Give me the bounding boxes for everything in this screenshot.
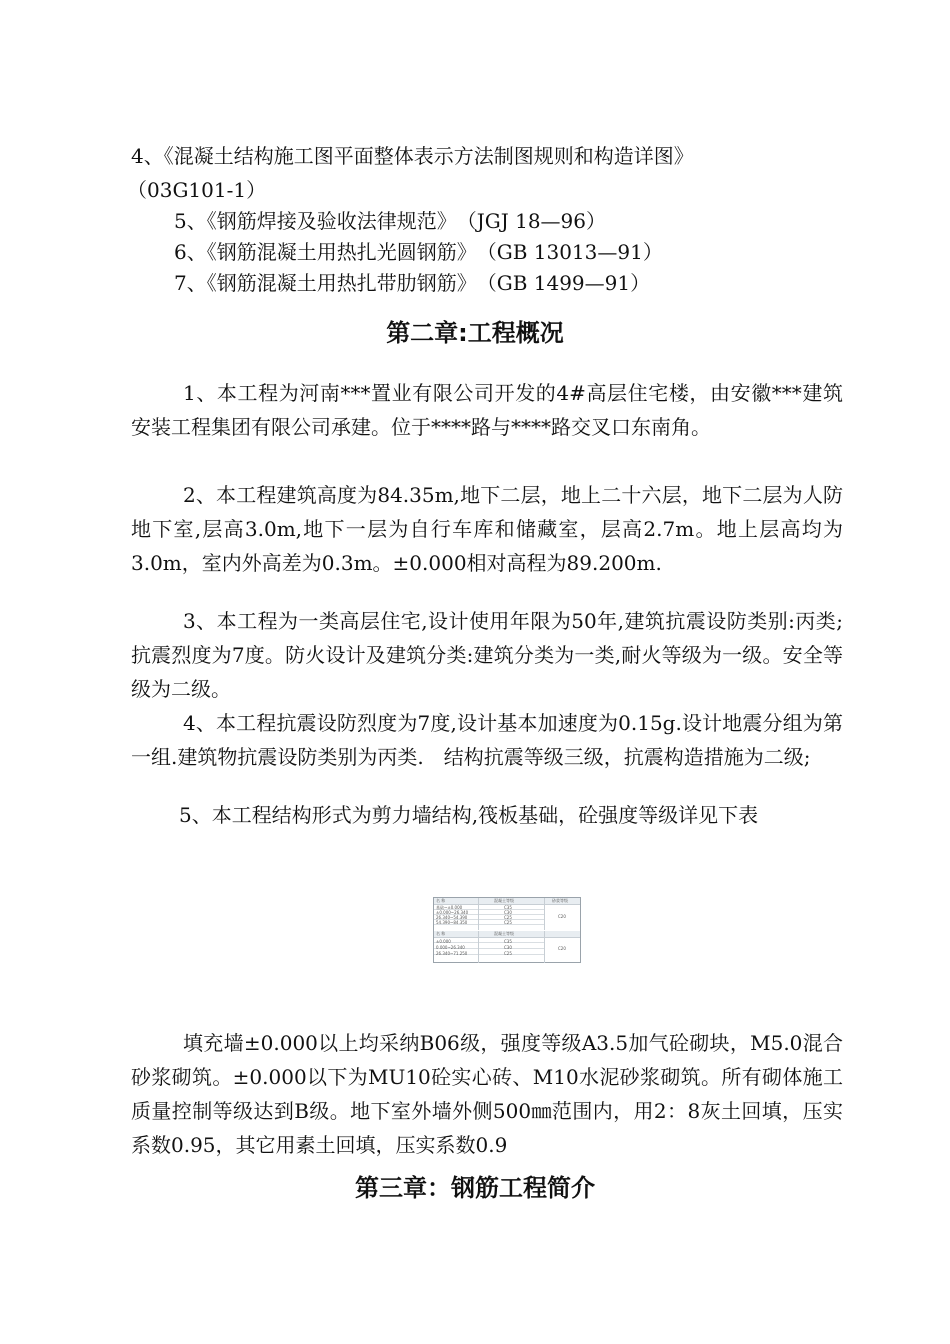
table-header-concrete: 混凝土等级 <box>494 931 514 936</box>
table-cell: C30 <box>504 945 512 950</box>
table-header-concrete: 混凝土等级 <box>494 898 514 903</box>
table-cell: C20 <box>558 914 566 919</box>
table-cell: 54.390~84.350 <box>436 920 468 925</box>
reference-item-6: 6、《钢筋混凝土用热扎光圆钢筋》 （GB 13013—91） <box>174 240 663 264</box>
table-divider <box>478 898 479 930</box>
table-cell: C35 <box>504 939 512 944</box>
chapter-3-title: 第三章：钢筋工程简介 <box>355 1174 595 1202</box>
table-block-bottom <box>434 931 580 963</box>
chapter-2-title: 第二章:工程概况 <box>386 319 564 347</box>
concrete-grade-table-image <box>433 897 581 963</box>
overview-paragraph-3: 3、本工程为一类高层住宅,设计使用年限为50年,建筑抗震设防类别:丙类;抗震烈度为7度。防火设计及建筑分类:建筑分类为一类,耐火等级为一级。安全等级为二级。 <box>131 609 843 701</box>
overview-paragraph-5: 5、本工程结构形式为剪力墙结构,筏板基础，砼强度等级详见下表 <box>179 803 759 827</box>
reference-item-4-code: （03G101-1） <box>127 178 267 202</box>
table-divider <box>478 931 479 963</box>
table-cell: 基础~±0.000 <box>436 905 463 910</box>
table-cell: C25 <box>504 920 512 925</box>
table-divider <box>544 931 545 963</box>
table-header-name: 名 称 <box>436 898 446 903</box>
table-cell: C35 <box>504 905 512 910</box>
table-divider <box>544 898 545 930</box>
overview-paragraph-1: 1、本工程为河南***置业有限公司开发的4#高层住宅楼，由安徽***建筑安装工程集团有限公司承建。位于****路与****路交叉口东南角。 <box>131 381 843 439</box>
table-cell: 0.000~26.340 <box>436 945 465 950</box>
reference-item-4: 4、《混凝土结构施工图平面整体表示方法制图规则和构造详图》 <box>131 144 694 168</box>
table-header-mortar: 砂浆等级 <box>552 898 568 903</box>
overview-paragraph-2: 2、本工程建筑高度为84.35m,地下二层，地上二十六层，地下二层为人防地下室,层高3.0m,地下一层为自行车库和储藏室，层高2.7m。地上层高均为3.0m，室内外高差为0.3m。±0.000相对高程为89.200m. <box>131 483 843 575</box>
table-cell: C25 <box>504 951 512 956</box>
table-cell: 26.340~71.250 <box>436 951 468 956</box>
table-header-name: 名 称 <box>436 931 446 936</box>
overview-paragraph-4: 4、本工程抗震设防烈度为7度,设计基本加速度为0.15g.设计地震分组为第一组.建筑物抗震设防类别为丙类. 结构抗震等级三级，抗震构造措施为二级; <box>131 711 843 769</box>
reference-item-5: 5、《钢筋焊接及验收法律规范》 （JGJ 18—96） <box>174 209 606 233</box>
table-block-top <box>434 898 580 930</box>
table-cell: C25 <box>504 915 512 920</box>
reference-item-7: 7、《钢筋混凝土用热扎带肋钢筋》 （GB 1499—91） <box>174 271 651 295</box>
table-cell: C30 <box>504 910 512 915</box>
table-cell: ±0.000 <box>436 939 451 944</box>
table-cell: C20 <box>558 946 566 951</box>
infill-wall-paragraph: 填充墙±0.000以上均采纳B06级，强度等级A3.5加气砼砌块，M5.0混合砂浆砌筑。±0.000以下为MU10砼实心砖、M10水泥砂浆砌筑。所有砌体施工质量控制等级达到B级。地下室外墙外侧500㎜范围内，用2：8灰土回填，压实系数0.95，其它用素土回填，压实系数0.9 <box>131 1031 843 1157</box>
table-cell: 26.340~54.390 <box>436 915 468 920</box>
table-cell: ±0.000~26.340 <box>436 910 469 915</box>
